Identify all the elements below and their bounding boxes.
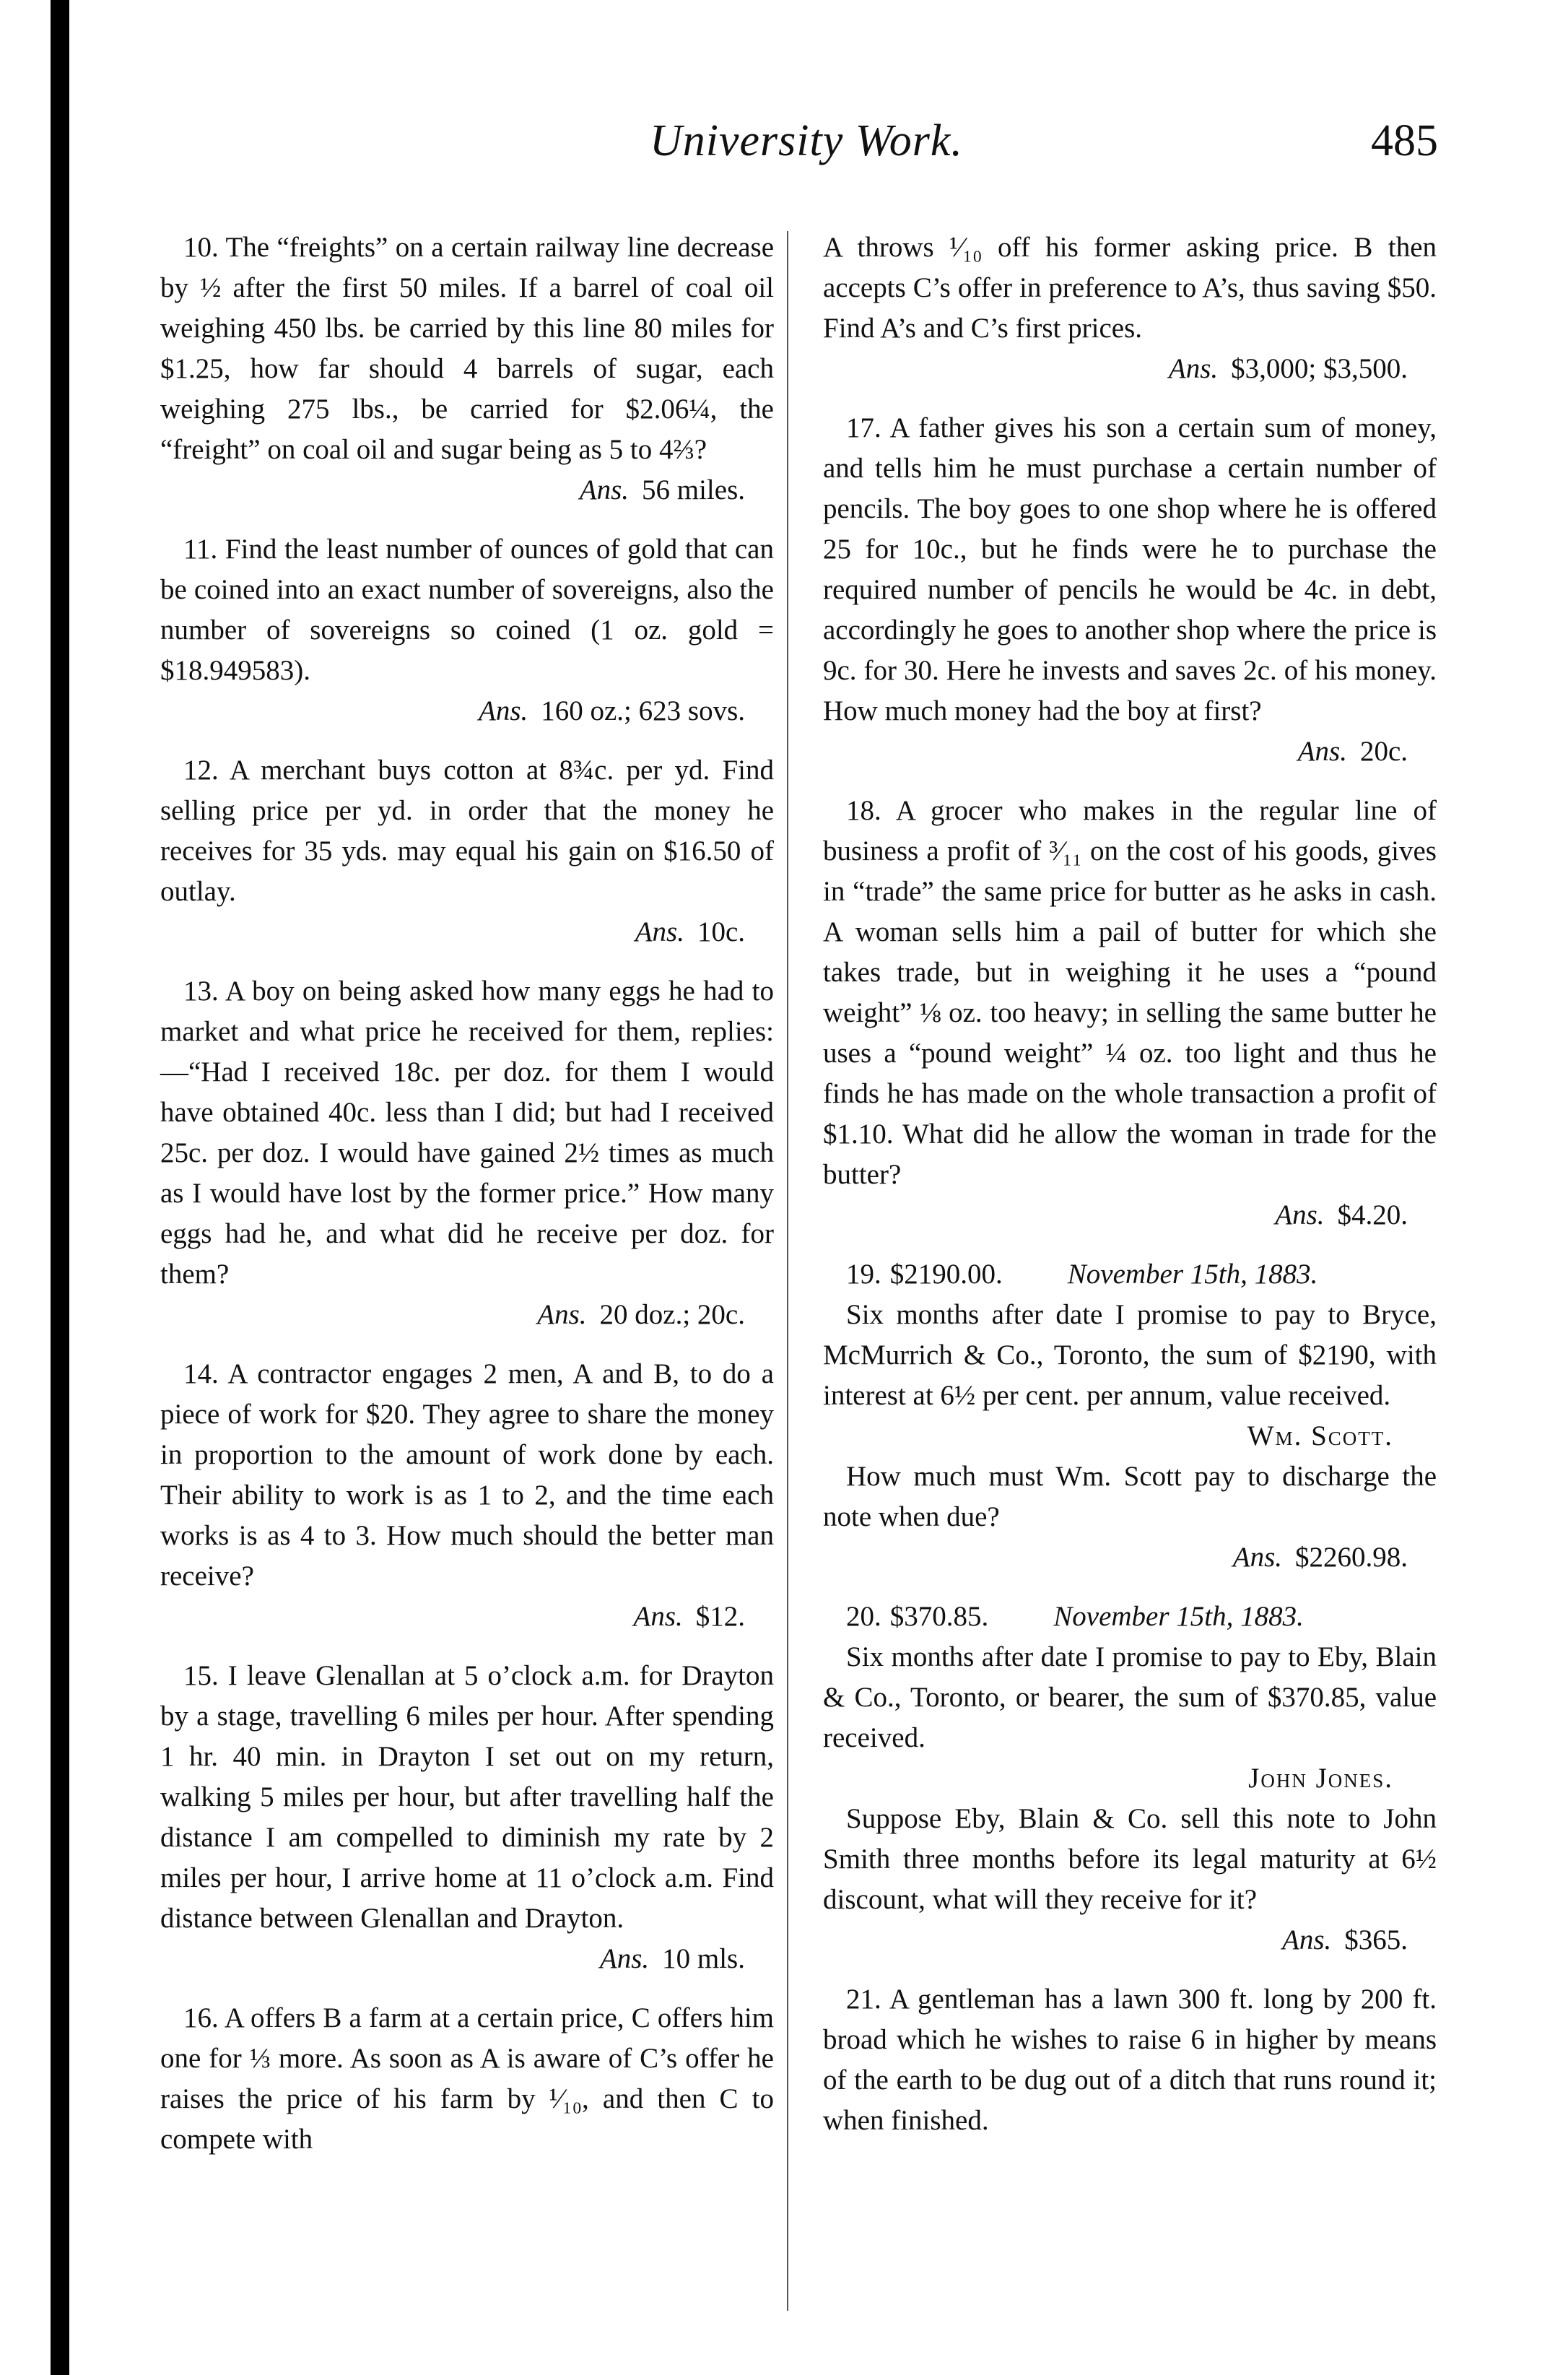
problem-number: 20. bbox=[846, 1601, 881, 1632]
answer-value: $2260.98. bbox=[1295, 1542, 1408, 1573]
note-amount: $2190.00. bbox=[889, 1259, 1003, 1290]
note-amount: $370.85. bbox=[889, 1601, 989, 1632]
note-text: Six months after date I promise to pay to Eby, Blain & Co., Toronto, or bearer, the sum of $370.85, value received. bbox=[823, 1641, 1437, 1753]
problem-11 bbox=[160, 529, 774, 731]
answer-label: Ans. bbox=[1168, 353, 1219, 384]
problem-text: 16. A offers B a farm at a certain price, C offers him one for ⅓ more. As soon as A is aware of C’s offer he raises the price of his farm by ¹⁄₁₀, and then C to compete with bbox=[160, 2002, 774, 2155]
problem-text: 12. A merchant buys cotton at 8¾c. per yd. Find selling price per yd. in order that the money he receives for 35 yds. may equal his gain on $16.50 of outlay. bbox=[160, 755, 774, 907]
answer bbox=[160, 1597, 774, 1637]
answer-value: 160 oz.; 623 sovs. bbox=[541, 695, 745, 726]
problem-text: 17. A father gives his son a certain sum of money, and tells him he must purchase a certain number of pencils. The boy goes to one shop where he is offered 25 for 10c., but he finds were he to purchase the required number of pencils he would be 4c. in debt, accordingly he goes to another shop where the price is 9c. for 30. Here he invests and saves 2c. of his money. How much money had the boy at first? bbox=[823, 412, 1437, 726]
page-number: 485 bbox=[1371, 116, 1438, 165]
answer-value: 56 miles. bbox=[642, 474, 745, 505]
problem-text: 21. A gentleman has a lawn 300 ft. long by 200 ft. broad which he wishes to raise 6 in higher by means of the earth to be dug out of a ditch that runs round it; when finished. bbox=[823, 1984, 1437, 2136]
answer bbox=[823, 1920, 1437, 1961]
answer bbox=[823, 1537, 1437, 1578]
answer-value: $12. bbox=[695, 1601, 745, 1632]
right-column bbox=[823, 227, 1437, 2160]
answer bbox=[823, 349, 1437, 389]
note-date: November 15th, 1883. bbox=[1067, 1259, 1318, 1290]
answer-label: Ans. bbox=[635, 916, 684, 947]
answer-label: Ans. bbox=[599, 1943, 650, 1974]
answer-value: $365. bbox=[1344, 1924, 1408, 1955]
note-signature: Wm. Scott. bbox=[1247, 1420, 1393, 1451]
note-heading bbox=[823, 1254, 1437, 1295]
answer bbox=[823, 1195, 1437, 1236]
problem-12 bbox=[160, 750, 774, 952]
problem-text: 15. I leave Glenallan at 5 o’clock a.m. for Drayton by a stage, travelling 6 miles per hour. After spending 1 hr. 40 min. in Drayton I set out on my return, walking 5 miles per hour, but after travelling half the distance I am compelled to diminish my rate by 2 miles per hour, I arrive home at 11 o’clock a.m. Find distance between Glenallan and Drayton. bbox=[160, 1660, 774, 1934]
problem-text: 18. A grocer who makes in the regular line of business a profit of ³⁄₁₁ on the cost of his goods, gives in “trade” the same price for butter as he asks in cash. A woman sells him a pail of butter for which she takes trade, but in weighing it he uses a “pound weight” ⅛ oz. too heavy; in selling the same butter he uses a “pound weight” ¼ oz. too light and thus he finds he has made on the whole transaction a profit of $1.10. What did he allow the woman in trade for the butter? bbox=[823, 795, 1437, 1190]
answer bbox=[160, 1939, 774, 1979]
problem-19 bbox=[823, 1254, 1437, 1578]
answer-label: Ans. bbox=[1282, 1924, 1332, 1955]
answer bbox=[160, 691, 774, 731]
problem-text: 14. A contractor engages 2 men, A and B, to do a piece of work for $20. They agree to share the money in proportion to the amount of work done by each. Their ability to work is as 1 to 2, and the time each works is as 4 to 3. How much should the better man receive? bbox=[160, 1358, 774, 1592]
problem-text: 13. A boy on being asked how many eggs he had to market and what price he received for them, replies:—“Had I received 18c. per doz. for them I would have obtained 40c. less than I did; but had I received 25c. per doz. I would have gained 2½ times as much as I would have lost by the former price.” How many eggs had he, and what did he receive per doz. for them? bbox=[160, 976, 774, 1290]
left-column bbox=[160, 227, 774, 2179]
answer-label: Ans. bbox=[479, 695, 528, 726]
problem-16 bbox=[160, 1998, 774, 2160]
problem-17 bbox=[823, 408, 1437, 772]
problem-15 bbox=[160, 1656, 774, 1979]
problem-text: 11. Find the least number of ounces of gold that can be coined into an exact number of sovereigns, also the number of sovereigns so coined (1 oz. gold = $18.949583). bbox=[160, 534, 774, 686]
answer bbox=[160, 1295, 774, 1335]
problem-text: A throws ¹⁄₁₀ off his former asking price. B then accepts C’s offer in preference to A’s, thus saving $50. Find A’s and C’s first prices. bbox=[823, 232, 1437, 344]
answer bbox=[160, 470, 774, 511]
problem-14 bbox=[160, 1354, 774, 1637]
answer-value: $4.20. bbox=[1337, 1199, 1408, 1230]
problem-21 bbox=[823, 1979, 1437, 2141]
answer-value: 20c. bbox=[1359, 736, 1408, 767]
column-divider bbox=[787, 231, 788, 2311]
answer-label: Ans. bbox=[633, 1601, 683, 1632]
answer-value: 10 mls. bbox=[662, 1943, 745, 1974]
problem-10 bbox=[160, 227, 774, 511]
answer-label: Ans. bbox=[1232, 1542, 1282, 1573]
problem-number: 19. bbox=[846, 1259, 881, 1290]
answer-label: Ans. bbox=[579, 474, 629, 505]
note-date: November 15th, 1883. bbox=[1053, 1601, 1304, 1632]
answer-label: Ans. bbox=[537, 1299, 587, 1330]
answer-label: Ans. bbox=[1275, 1199, 1325, 1230]
running-head: University Work. bbox=[650, 116, 963, 165]
problem-text: 10. The “freights” on a certain railway line decrease by ½ after the first 50 miles. If a barrel of coal oil weighing 450 lbs. be carried by this line 80 miles for $1.25, how far should 4 barrels of sugar, each weighing 275 lbs., be carried for $2.06¼, the “freight” on coal oil and sugar being as 5 to 4⅔? bbox=[160, 232, 774, 465]
answer bbox=[823, 731, 1437, 772]
page-header bbox=[144, 108, 1460, 188]
note-heading bbox=[823, 1597, 1437, 1637]
answer-value: 10c. bbox=[697, 916, 745, 947]
problem-16-continued bbox=[823, 227, 1437, 389]
answer bbox=[160, 912, 774, 952]
problem-question: How much must Wm. Scott pay to discharge the note when due? bbox=[823, 1461, 1437, 1532]
answer-label: Ans. bbox=[1297, 736, 1347, 767]
note-signature: John Jones. bbox=[1248, 1763, 1393, 1794]
binding-edge bbox=[51, 0, 69, 2375]
problem-20 bbox=[823, 1597, 1437, 1961]
problem-13 bbox=[160, 971, 774, 1335]
problem-18 bbox=[823, 791, 1437, 1236]
answer-value: 20 doz.; 20c. bbox=[599, 1299, 745, 1330]
note-text: Six months after date I promise to pay to Bryce, McMurrich & Co., Toronto, the sum of $2190, with interest at 6½ per cent. per annum, value received. bbox=[823, 1299, 1437, 1411]
problem-question: Suppose Eby, Blain & Co. sell this note to John Smith three months before its legal maturity at 6½ discount, what will they receive for it? bbox=[823, 1803, 1437, 1915]
answer-value: $3,000; $3,500. bbox=[1231, 353, 1408, 384]
